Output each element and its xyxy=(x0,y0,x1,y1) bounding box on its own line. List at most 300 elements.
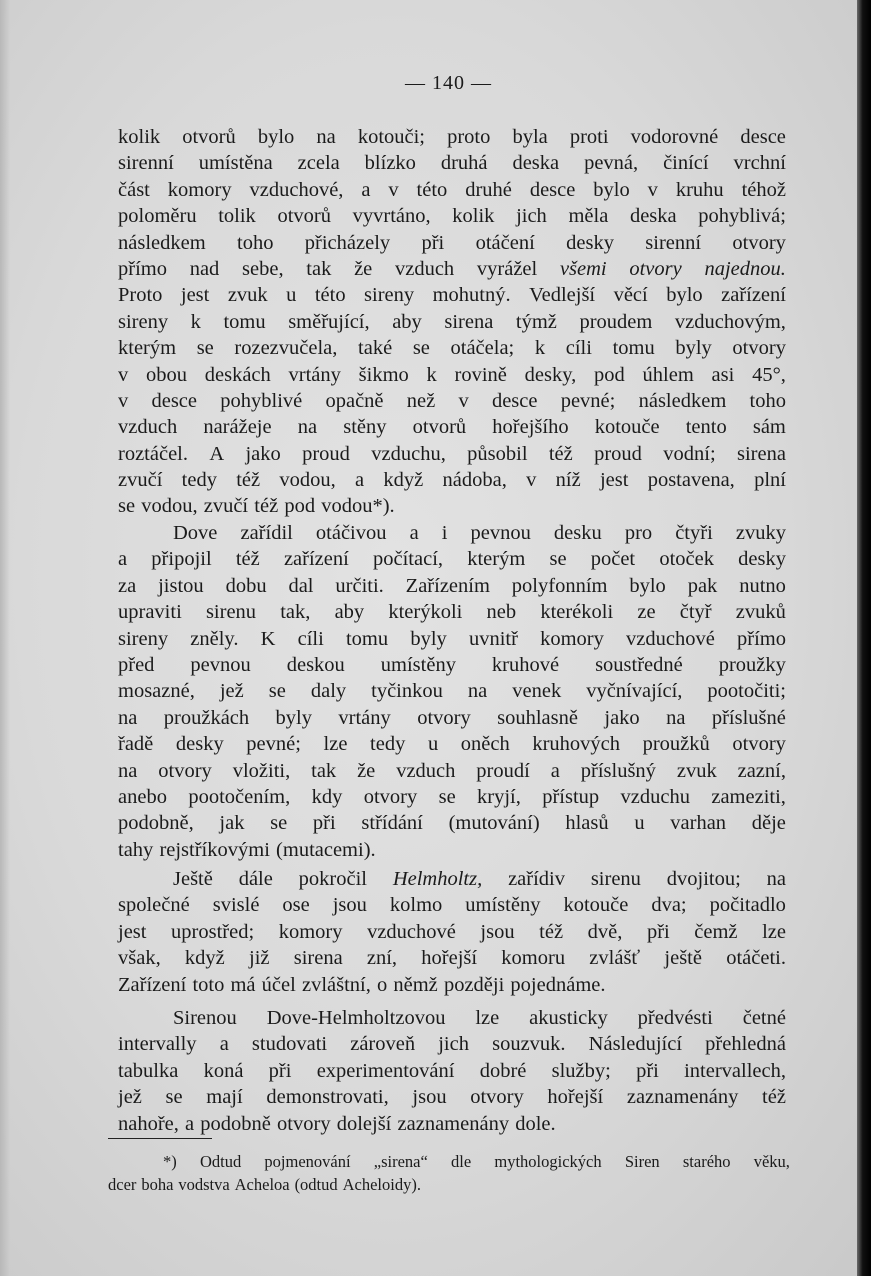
text-line xyxy=(118,705,786,731)
word: zařízení xyxy=(721,284,786,307)
word: umístěny xyxy=(380,653,456,676)
word: anebo xyxy=(118,785,167,808)
word: určiti. xyxy=(335,574,384,597)
word: před xyxy=(118,653,155,676)
text-line xyxy=(108,1173,790,1196)
word: však, xyxy=(118,947,161,970)
word: když xyxy=(383,469,424,492)
word: otvory xyxy=(158,759,212,782)
word: desce xyxy=(491,389,538,412)
footnote-rule xyxy=(108,1138,212,1139)
word: kruhové xyxy=(491,653,560,676)
text-line xyxy=(118,626,786,652)
word: přehledná xyxy=(705,1033,786,1056)
word: vodou, xyxy=(141,495,198,518)
word: hořejšího xyxy=(492,416,569,439)
word: daly xyxy=(310,680,347,703)
word: venek xyxy=(512,680,562,703)
word: desky xyxy=(175,733,224,756)
word: sirena xyxy=(736,442,786,465)
word: věcí xyxy=(613,284,648,307)
word: se xyxy=(270,812,288,835)
word: kterým xyxy=(467,548,526,571)
word: a xyxy=(361,178,371,201)
text-line xyxy=(118,810,786,836)
text-line xyxy=(118,1084,786,1110)
word: zaznamenány xyxy=(626,1086,739,1109)
word: desku xyxy=(553,522,602,544)
word: pevnou xyxy=(190,653,251,676)
word: intervallech, xyxy=(684,1059,786,1082)
word: při xyxy=(421,231,445,254)
text-line xyxy=(118,945,786,971)
word: vložiti, xyxy=(232,759,291,782)
word: studovati xyxy=(251,1033,328,1056)
word: bylo xyxy=(257,126,295,148)
word: též xyxy=(236,469,261,492)
word: se xyxy=(268,680,286,703)
word: otvory xyxy=(732,733,786,756)
word: hořejší xyxy=(547,1086,604,1109)
word: otvorů xyxy=(412,416,467,439)
word: druhé xyxy=(465,178,512,201)
word: dvojitou; xyxy=(666,868,741,890)
word: šikmo xyxy=(358,363,409,386)
word: zvuků xyxy=(735,601,786,624)
word: zvuk xyxy=(227,284,268,307)
word: též xyxy=(762,1086,786,1109)
word: otvory xyxy=(732,337,786,360)
word: jistou xyxy=(158,574,204,597)
word: na xyxy=(666,706,686,729)
word: upraviti xyxy=(118,601,182,624)
word: pevné; xyxy=(246,733,301,756)
word: této xyxy=(416,178,448,201)
word: roztáčel. xyxy=(118,442,188,465)
word: k xyxy=(190,310,201,333)
word: a xyxy=(409,522,419,544)
word: vodstva xyxy=(178,1175,230,1194)
footnote xyxy=(108,1150,790,1196)
word: rejstříkovými xyxy=(159,838,270,861)
word: rovině xyxy=(454,363,507,386)
word: čemž xyxy=(694,920,738,943)
word: měla xyxy=(568,205,609,228)
word: stěny xyxy=(343,416,387,439)
text-line xyxy=(118,1111,786,1137)
word: pevná, xyxy=(584,152,639,175)
word: pak xyxy=(687,574,718,597)
word: v xyxy=(388,178,399,201)
text-line xyxy=(118,1031,786,1057)
word: narážeje xyxy=(203,416,272,439)
word: experimentování xyxy=(316,1059,455,1082)
word: Následující xyxy=(588,1033,683,1056)
word: a xyxy=(355,469,365,492)
word: dobu xyxy=(225,574,267,597)
word: když xyxy=(184,947,225,970)
word: se xyxy=(438,785,456,808)
word: aby xyxy=(392,310,422,333)
word: působil xyxy=(467,442,528,465)
text-line xyxy=(118,652,786,678)
word: komory xyxy=(167,178,232,201)
text-line xyxy=(118,919,786,945)
word: Ještě xyxy=(173,868,213,890)
word: jako xyxy=(245,442,281,465)
word: vyrážel xyxy=(476,257,538,280)
word: zní, xyxy=(366,947,398,970)
word: činící xyxy=(663,152,709,175)
word: zvuk xyxy=(676,759,717,782)
word: vodou, xyxy=(279,469,336,492)
word: vrchní xyxy=(733,152,786,175)
text-line xyxy=(118,546,786,572)
word: otoček xyxy=(659,548,714,571)
word: kolik xyxy=(452,205,495,228)
word: tahy xyxy=(118,838,154,861)
word: Zařízení xyxy=(118,973,187,996)
word: sirenní xyxy=(645,231,702,254)
word: mohutný. xyxy=(432,284,511,307)
word: Zařízením xyxy=(405,574,490,597)
word: hořejší xyxy=(421,947,478,970)
word: se xyxy=(165,1086,183,1109)
word: této xyxy=(314,284,346,307)
word: komoru xyxy=(501,947,566,970)
word: týmž xyxy=(515,310,557,333)
word: část xyxy=(118,178,150,201)
paragraph xyxy=(118,520,786,863)
word: přicházely xyxy=(304,231,391,254)
text-line xyxy=(118,282,786,308)
word: byly xyxy=(675,337,712,360)
word: sirenu xyxy=(590,868,641,890)
word: kterékoli xyxy=(540,601,614,624)
text-line xyxy=(118,203,786,229)
word: i xyxy=(441,522,448,544)
word: kryjí, xyxy=(477,785,521,808)
word: Siren xyxy=(624,1152,660,1171)
text-line xyxy=(118,837,786,863)
word: uvnitř xyxy=(468,627,518,650)
word: dále xyxy=(238,868,273,890)
word: v xyxy=(118,363,129,386)
word: cíli xyxy=(297,627,324,650)
text-line xyxy=(118,414,786,440)
word: následkem xyxy=(118,231,206,254)
word: sirenní xyxy=(118,152,174,175)
word: K xyxy=(260,627,276,650)
word: jako xyxy=(604,706,640,729)
word: mythologických xyxy=(494,1152,602,1171)
word: cíli xyxy=(565,337,592,360)
word: již xyxy=(249,947,270,970)
word: sirenu xyxy=(205,601,257,624)
word: zařízení xyxy=(283,548,349,571)
word: dobré xyxy=(479,1059,527,1082)
word: zvlášť xyxy=(589,947,641,970)
word: vzduchu xyxy=(620,785,690,808)
text-line xyxy=(118,599,786,625)
word: že xyxy=(354,257,373,280)
word: tak, xyxy=(280,601,311,624)
word: kterýkoli xyxy=(388,601,463,624)
word: sireny xyxy=(364,284,415,307)
word: kolmo xyxy=(389,894,443,917)
word: jsou xyxy=(480,920,515,943)
word: sirena xyxy=(293,947,343,970)
word: vyvrtáno, xyxy=(352,205,431,228)
word: při xyxy=(636,1059,659,1082)
word: počet xyxy=(590,548,636,571)
word: počitadlo xyxy=(709,894,786,917)
word: jež xyxy=(118,1086,142,1109)
word: pevné; xyxy=(560,389,616,412)
word: proti xyxy=(569,126,609,148)
word: toto xyxy=(192,973,225,996)
word: tolik xyxy=(218,205,256,228)
word: obou xyxy=(146,363,187,386)
word: tyčinkou xyxy=(371,680,443,703)
word: na xyxy=(297,416,318,439)
word: kdy xyxy=(311,785,343,808)
text-line xyxy=(118,866,786,892)
word: na xyxy=(118,759,138,782)
word: demonstrovati, xyxy=(266,1086,389,1109)
word: podobně xyxy=(200,1112,271,1135)
text-line xyxy=(118,892,786,918)
word: komory xyxy=(540,627,604,650)
word: také xyxy=(358,337,393,360)
word: pootočením, xyxy=(188,785,291,808)
word: tabulka xyxy=(118,1059,179,1082)
word: vodorovné xyxy=(630,126,719,148)
word: vzduchové xyxy=(626,627,715,650)
word: podobně, xyxy=(118,812,194,835)
text-line xyxy=(118,493,786,519)
paragraph xyxy=(118,866,786,998)
word: vrtány xyxy=(338,706,391,729)
word: plní xyxy=(754,469,786,492)
word: akusticky xyxy=(529,1007,608,1029)
text-line xyxy=(118,758,786,784)
word: otvory xyxy=(277,1112,331,1135)
word: 45°, xyxy=(752,363,786,386)
word: proužky xyxy=(718,653,786,676)
word: tedy xyxy=(181,469,217,492)
word: souzvuk. xyxy=(492,1033,566,1056)
word: němž xyxy=(393,973,438,996)
text-line xyxy=(118,1005,786,1031)
word: pojmenování xyxy=(264,1152,351,1171)
word: proud xyxy=(594,442,642,465)
word: uprostřed; xyxy=(171,920,255,943)
word: tomu xyxy=(223,310,266,333)
word: polyfonním xyxy=(511,574,608,597)
word: níž xyxy=(555,469,581,492)
word: soustředné xyxy=(595,653,683,676)
word: (odtud xyxy=(294,1175,338,1194)
word: otáčení xyxy=(475,231,535,254)
word: opačně xyxy=(325,389,384,412)
word: bylo xyxy=(629,574,666,597)
word: kotouče xyxy=(563,894,629,917)
word: kotouči; xyxy=(357,126,425,148)
word: četné xyxy=(742,1007,786,1029)
word: Acheloidy). xyxy=(342,1175,421,1194)
word: lze xyxy=(475,1007,500,1029)
word: příslušné xyxy=(711,706,786,729)
word: vrtány xyxy=(288,363,341,386)
word: lze xyxy=(323,733,348,756)
word: kruhových xyxy=(532,733,621,756)
word: dva; xyxy=(651,894,687,917)
word: oněch xyxy=(460,733,510,756)
word: umístěny xyxy=(465,894,541,917)
word: v xyxy=(458,389,469,412)
word: dcer xyxy=(108,1175,137,1194)
italic-word: najednou. xyxy=(704,257,786,280)
word: přístup xyxy=(542,785,600,808)
word: zcela xyxy=(297,152,340,175)
text-line xyxy=(118,309,786,335)
word: zvučí xyxy=(203,495,249,518)
word: zařídiv xyxy=(508,868,565,890)
word: desce xyxy=(151,389,198,412)
word: zněly. xyxy=(190,627,239,650)
word: na xyxy=(467,680,488,703)
text-line xyxy=(118,150,786,176)
word: má xyxy=(230,973,256,996)
word: se xyxy=(196,337,214,360)
word: vodní; xyxy=(663,442,716,465)
word: toho xyxy=(749,389,786,412)
word: kolik xyxy=(118,126,161,148)
word: zazní, xyxy=(737,759,786,782)
word: hlasů xyxy=(565,812,609,835)
word: (mutování) xyxy=(448,812,540,835)
word: čtyř xyxy=(679,601,712,624)
text-line xyxy=(118,784,786,810)
word: asi xyxy=(711,363,735,386)
word: jest xyxy=(599,469,629,492)
text-line xyxy=(118,678,786,704)
word: tomu xyxy=(345,627,389,650)
word: byly xyxy=(275,706,312,729)
word: směřující, xyxy=(288,310,370,333)
word: Acheloa xyxy=(234,1175,290,1194)
word: též xyxy=(254,495,279,518)
word: Odtud xyxy=(199,1152,242,1171)
word: u xyxy=(286,284,297,307)
word: a xyxy=(185,1112,195,1135)
word: proudem xyxy=(579,310,653,333)
text-line xyxy=(118,972,786,998)
word: pootočiti; xyxy=(707,680,786,703)
word: proužků xyxy=(642,733,710,756)
word: zvuky xyxy=(735,522,786,544)
word: rozezvučela, xyxy=(234,337,338,360)
word: desky xyxy=(738,548,786,571)
word: vodou*). xyxy=(321,495,395,518)
word: toho xyxy=(237,231,274,254)
word: otvorů xyxy=(182,126,236,148)
word: Dove xyxy=(173,522,218,544)
word: otvory xyxy=(363,785,418,808)
word: druhá xyxy=(440,152,488,175)
word: vzduch xyxy=(394,257,455,280)
word: nutno xyxy=(739,574,786,597)
word: zařídil xyxy=(240,522,293,544)
word: varhan xyxy=(670,812,727,835)
text-line xyxy=(118,362,786,388)
word: na xyxy=(766,868,786,890)
word: deskou xyxy=(286,653,345,676)
word: proudí xyxy=(476,759,530,782)
text-line xyxy=(118,256,786,282)
word: desky xyxy=(566,231,614,254)
word: jsou xyxy=(412,1086,447,1109)
word: při xyxy=(312,812,336,835)
word: společné xyxy=(118,894,190,917)
word: příslušný xyxy=(580,759,656,782)
word: u xyxy=(634,812,645,835)
word: kotouče xyxy=(594,416,660,439)
word: věku, xyxy=(753,1152,790,1171)
word: blízko xyxy=(364,152,416,175)
word: tak xyxy=(306,257,332,280)
word: pokročil xyxy=(298,868,367,890)
paragraph xyxy=(118,1005,786,1137)
word: vzduchové, xyxy=(249,178,344,201)
word: sirena xyxy=(444,310,494,333)
word: zvláštní, xyxy=(301,973,371,996)
word: čtyři xyxy=(675,522,713,544)
italic-word: všemi xyxy=(559,257,607,280)
word: ose xyxy=(282,894,310,917)
text-line xyxy=(118,573,786,599)
word: při xyxy=(646,920,670,943)
word: sireny xyxy=(118,627,169,650)
word: mosazné, xyxy=(118,680,195,703)
word: na xyxy=(316,126,336,148)
word: poloměru xyxy=(118,205,197,228)
word: nad xyxy=(189,257,220,280)
word: vzduch xyxy=(396,759,456,782)
text-line xyxy=(118,520,786,546)
word: též xyxy=(539,920,564,943)
word: jich xyxy=(516,205,547,228)
word: otáčeti. xyxy=(726,947,786,970)
word: Sirenou xyxy=(173,1007,237,1029)
word: svislé xyxy=(212,894,260,917)
word: proto xyxy=(447,126,491,148)
word: účel xyxy=(261,973,296,996)
word: umístěna xyxy=(198,152,273,175)
word: (mutacemi). xyxy=(276,838,376,861)
text-line xyxy=(118,335,786,361)
word: dvě, xyxy=(587,920,623,943)
word: otáčela; xyxy=(450,337,515,360)
word: též xyxy=(548,442,573,465)
word: se xyxy=(412,337,430,360)
word: pod xyxy=(594,363,625,386)
word: sireny xyxy=(118,310,169,333)
word: úhlem xyxy=(642,363,694,386)
word: následkem xyxy=(638,389,727,412)
word: bylo xyxy=(666,284,703,307)
